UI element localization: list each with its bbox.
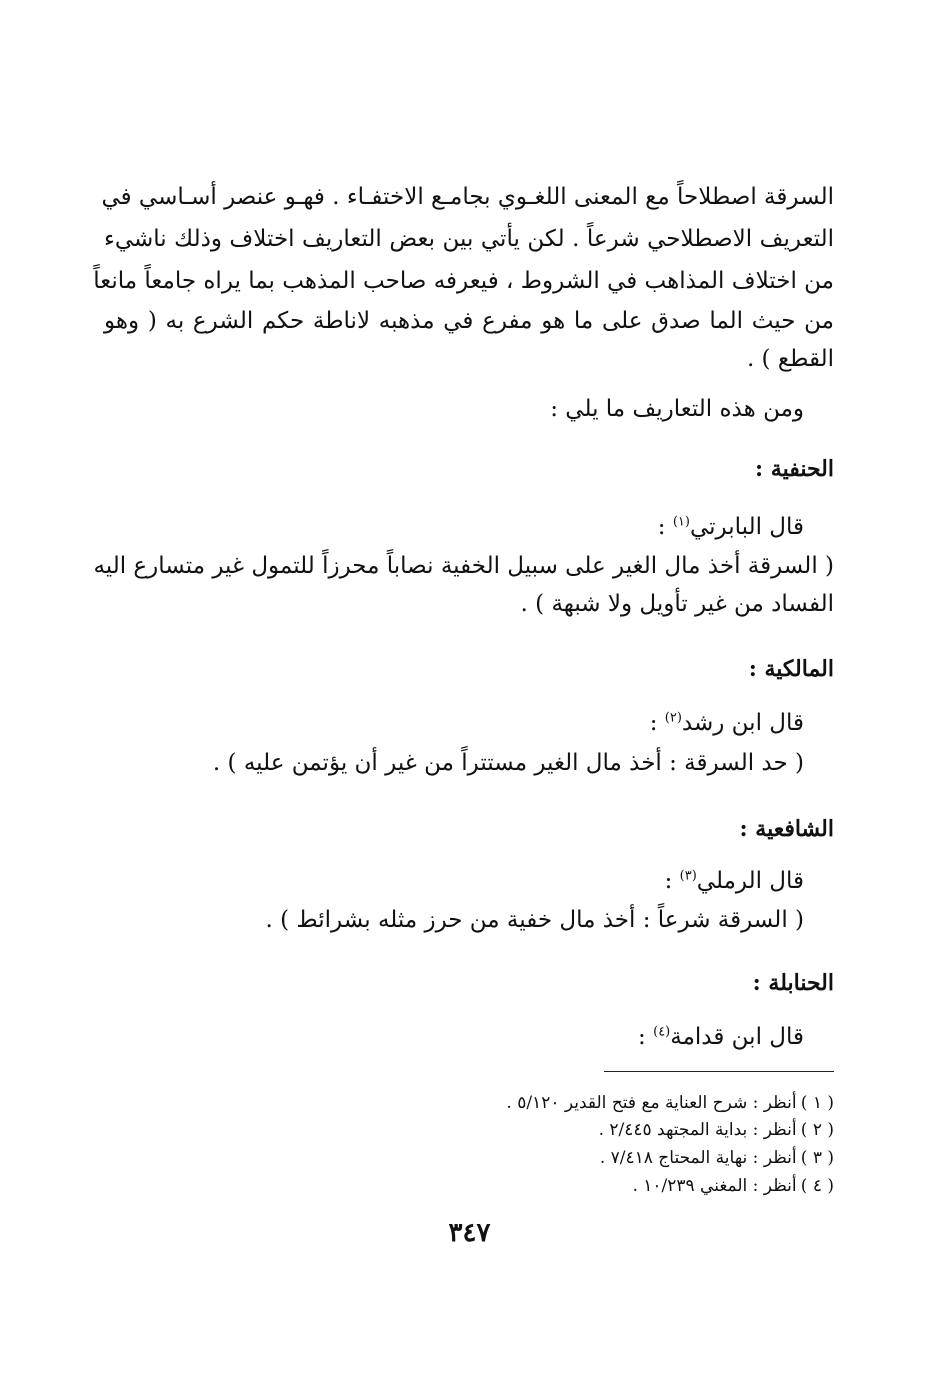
intro-text: قال ابن قدامة bbox=[670, 1024, 804, 1050]
footnote-ref: (٣) bbox=[679, 868, 697, 884]
section-heading-shafii: الشافعية : bbox=[739, 816, 834, 842]
footnote bbox=[600, 1145, 834, 1171]
intro-text: قال البابرتي bbox=[689, 514, 804, 540]
footnote-number: ( ١ ) bbox=[800, 1093, 834, 1113]
page-number: ٣٤٧ bbox=[448, 1218, 491, 1248]
footnote-text: أنظر : شرح العناية مع فتح القدير ٥/١٢٠ . bbox=[506, 1093, 797, 1113]
section-heading-maliki: المالكية : bbox=[748, 656, 834, 682]
body-line: القطع ) . bbox=[746, 346, 834, 372]
footnote-number: ( ٤ ) bbox=[800, 1176, 834, 1196]
footnote-number: ( ٣ ) bbox=[800, 1148, 834, 1168]
body-line: السرقة اصطلاحاً مع المعنى اللغـوي بجامـع الاختفـاء . فهـو عنصر أسـاسي في bbox=[101, 184, 834, 210]
quote-line: ( حد السرقة : أخذ مال الغير مستتراً من غير أن يؤتمن عليه ) . bbox=[212, 750, 804, 776]
footnote-text: أنظر : بداية المجتهد ٢/٤٤٥ . bbox=[598, 1120, 797, 1140]
footnote bbox=[506, 1090, 834, 1116]
body-line: التعريف الاصطلاحي شرعاً . لكن يأتي بين بعض التعاريف اختلاف وذلك ناشيء bbox=[104, 226, 834, 252]
quote-line: ( السرقة أخذ مال الغير على سبيل الخفية نصاباً محرزاً للتمول غير متسارع اليه bbox=[93, 553, 834, 579]
intro-suffix: : bbox=[649, 710, 665, 736]
section-intro-maliki bbox=[650, 706, 804, 740]
section-intro-hanafi bbox=[658, 510, 804, 544]
intro-text: قال ابن رشد bbox=[681, 710, 804, 736]
body-line: من حيث الما صدق على ما هو مفرع في مذهبه لاناطة حكم الشرع به ( وهو bbox=[104, 308, 834, 334]
footnote-text: أنظر : المغني ١٠/٢٣٩ . bbox=[632, 1176, 797, 1196]
intro-suffix: : bbox=[657, 514, 673, 540]
quote-line: ( السرقة شرعاً : أخذ مال خفية من حرز مثله بشرائط ) . bbox=[265, 907, 804, 933]
body-line: ومن هذه التعاريف ما يلي : bbox=[550, 396, 804, 422]
footnote-ref: (٤) bbox=[653, 1024, 671, 1040]
footnote-ref: (١) bbox=[672, 514, 690, 530]
section-intro-shafii bbox=[665, 864, 804, 898]
footnote-text: أنظر : نهاية المحتاج ٧/٤١٨ . bbox=[599, 1148, 797, 1168]
body-line: من اختلاف المذاهب في الشروط ، فيعرفه صاحب المذهب بما يراه جامعاً مانعاً bbox=[93, 268, 834, 294]
footnote-number: ( ٢ ) bbox=[800, 1120, 834, 1140]
section-heading-hanbali: الحنابلة : bbox=[752, 970, 834, 996]
quote-line: الفساد من غير تأويل ولا شبهة ) . bbox=[520, 591, 834, 617]
intro-suffix: : bbox=[664, 868, 680, 894]
footnote bbox=[599, 1117, 834, 1143]
footnote-separator bbox=[604, 1071, 834, 1072]
section-heading-hanafi: الحنفية : bbox=[755, 456, 834, 482]
footnote bbox=[632, 1173, 834, 1199]
intro-suffix: : bbox=[638, 1024, 654, 1050]
footnote-ref: (٢) bbox=[664, 710, 682, 726]
section-intro-hanbali bbox=[638, 1020, 804, 1054]
intro-text: قال الرملي bbox=[696, 868, 804, 894]
